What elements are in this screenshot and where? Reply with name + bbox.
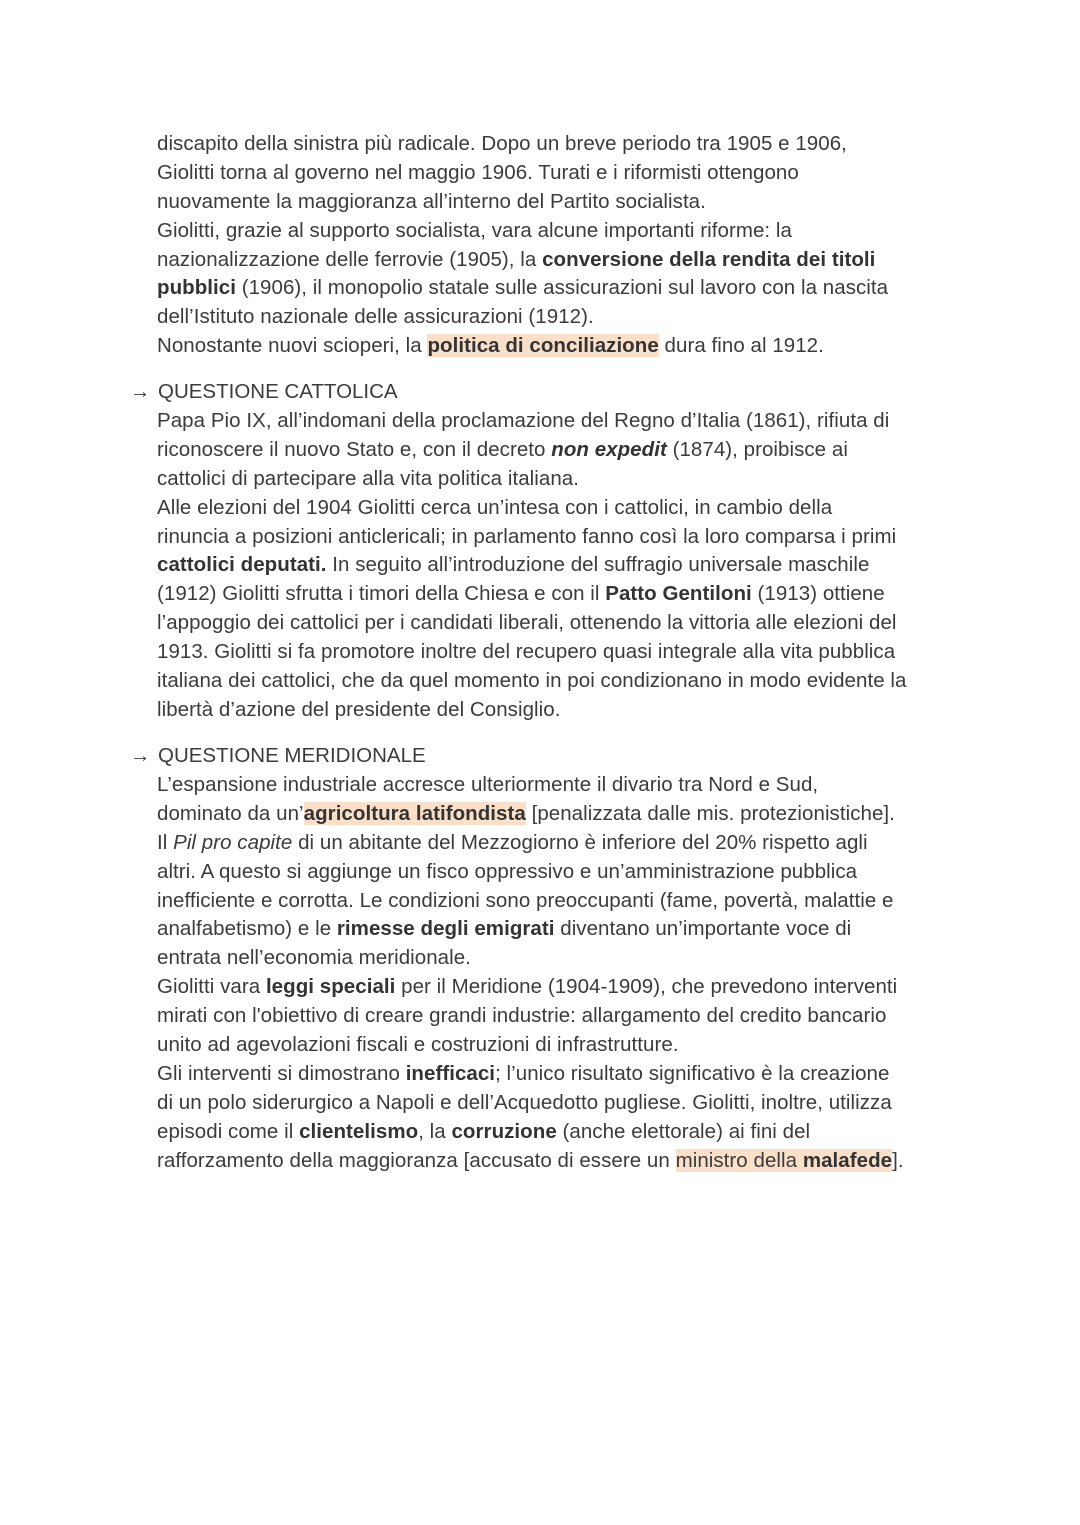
bold-term: conversione della rendita dei titoli — [542, 247, 876, 271]
bold-term: agricoltura latifondista — [303, 801, 526, 825]
text-span: altri. A questo si aggiunge un fisco oppressivo e un’amministrazione pubblica — [157, 859, 858, 883]
text-line — [157, 1031, 957, 1060]
text-span: discapito della sinistra più radicale. Dopo un breve periodo tra 1905 e 1906, — [157, 132, 847, 155]
text-line — [157, 609, 957, 638]
heading-text: QUESTIONE MERIDIONALE — [158, 744, 426, 767]
bold-term: corruzione — [451, 1119, 557, 1143]
text-line — [157, 973, 957, 1002]
text-line — [157, 667, 957, 696]
text-span: analfabetismo) e le — [157, 917, 337, 941]
text-span: (1874), proibisce ai — [666, 437, 848, 461]
text-span: entrata nell’economia meridionale. — [157, 946, 471, 970]
text-span: In seguito all’introduzione del suffragio universale maschile — [326, 553, 870, 577]
text-span: di un abitante del Mezzogiorno è inferiore del 20% rispetto agli — [292, 830, 868, 854]
text-span: Giolitti, grazie al supporto socialista, vara alcune importanti riforme: la — [157, 218, 792, 242]
text-span: diventano un’importante voce di — [554, 917, 852, 941]
text-line — [157, 551, 957, 580]
text-span: ministro della — [675, 1148, 803, 1172]
text-span: Alle elezioni del 1904 Giolitti cerca un’intesa con i cattolici, in cambio della — [157, 495, 833, 519]
text-span: di un polo siderurgico a Napoli e dell’Acquedotto pugliese. Giolitti, inoltre, utilizza — [157, 1090, 892, 1114]
text-line — [157, 246, 957, 275]
text-line — [157, 159, 957, 188]
text-line — [157, 274, 957, 303]
text-span: per il Meridione (1904-1909), che prevedono interventi — [395, 975, 898, 999]
arrow-icon: → — [130, 380, 151, 403]
section-intro-paragraph — [157, 130, 957, 361]
text-span: Giolitti torna al governo nel maggio 1906. Turati e i riformisti ottengono — [157, 160, 799, 184]
bold-term: pubblici — [157, 276, 236, 300]
text-line — [157, 829, 957, 858]
text-span: nazionalizzazione delle ferrovie (1905), la — [157, 247, 543, 271]
text-line — [157, 332, 957, 361]
text-line — [157, 1002, 957, 1031]
text-line — [157, 696, 957, 725]
text-line — [157, 436, 957, 465]
text-span: inefficiente e corrotta. Le condizioni sono preoccupanti (fame, povertà, malattie e — [157, 888, 894, 912]
bold-term: clientelismo — [299, 1119, 419, 1143]
text-span: dominato da un’ — [157, 801, 304, 825]
text-span: episodi come il — [157, 1119, 300, 1143]
text-span: ; l’unico risultato significativo è la creazione — [495, 1061, 890, 1085]
text-line — [157, 771, 957, 800]
text-line — [157, 1089, 957, 1118]
text-line — [157, 1118, 957, 1147]
text-span: dell’Istituto nazionale delle assicurazioni (1912). — [157, 305, 594, 329]
text-line — [157, 638, 957, 667]
text-line — [157, 858, 957, 887]
text-line — [157, 217, 957, 246]
text-span: l’appoggio dei cattolici per i candidati liberali, ottenendo la vittoria alle elezioni del — [157, 611, 897, 635]
text-line — [157, 494, 957, 523]
bold-term: malafede — [802, 1148, 893, 1172]
text-span: libertà d’azione del presidente del Consiglio. — [157, 697, 561, 721]
bold-term: leggi speciali — [265, 975, 396, 999]
text-span: Nonostante nuovi scioperi, la — [157, 334, 428, 358]
text-line — [157, 800, 957, 829]
text-line — [157, 465, 957, 494]
text-span: Il — [157, 830, 174, 854]
text-line — [157, 188, 957, 217]
italic-term: Pil pro capite — [173, 830, 293, 854]
text-line — [157, 1060, 957, 1089]
arrow-icon: → — [130, 744, 151, 767]
bold-term: Patto Gentiloni — [605, 582, 752, 606]
text-span: (1913) ottiene — [751, 582, 885, 606]
text-line — [157, 944, 957, 973]
text-line — [157, 915, 957, 944]
text-span: italiana dei cattolici, che da quel momento in poi condizionano in modo evidente la — [157, 669, 907, 693]
text-span: L’espansione industriale accresce ulteriormente il divario tra Nord e Sud, — [157, 773, 819, 796]
text-span: unito ad agevolazioni fiscali e costruzioni di infrastrutture. — [157, 1033, 679, 1057]
text-span: rafforzamento della maggioranza [accusato di essere un — [157, 1148, 676, 1172]
text-span: nuovamente la maggioranza all’interno del Partito socialista. — [157, 189, 706, 213]
text-span: riconoscere il nuovo Stato e, con il decreto — [157, 437, 552, 461]
text-line — [157, 1147, 957, 1176]
text-span: mirati con l'obiettivo di creare grandi industrie: allargamento del credito bancario — [157, 1004, 887, 1028]
bold-term: politica di conciliazione — [427, 334, 659, 358]
heading-questione-cattolica — [130, 378, 398, 407]
text-span: [penalizzata dalle mis. protezionistiche]. — [525, 801, 895, 825]
text-span: (1912) Giolitti sfrutta i timori della Chiesa e con il — [157, 582, 606, 606]
text-span: rinuncia a posizioni anticlericali; in parlamento fanno così la loro comparsa i primi — [157, 524, 897, 548]
text-line — [157, 130, 957, 159]
section-cattolica-paragraph — [157, 407, 957, 725]
text-line — [157, 303, 957, 332]
bold-term: non expedit — [551, 437, 667, 461]
text-line — [157, 887, 957, 916]
text-span: (1906), il monopolio statale sulle assicurazioni sul lavoro con la nascita — [235, 276, 889, 300]
text-span: Giolitti vara — [157, 975, 266, 999]
bold-term: rimesse degli emigrati — [336, 917, 555, 941]
text-span: Gli interventi si dimostrano — [157, 1061, 406, 1085]
text-span: , la — [418, 1119, 452, 1143]
text-span: 1913. Giolitti si fa promotore inoltre del recupero quasi integrale alla vita pubblica — [157, 640, 896, 664]
text-span: dura fino al 1912. — [658, 334, 824, 358]
heading-questione-meridionale — [130, 742, 426, 771]
text-line — [157, 407, 957, 436]
text-span: cattolici di partecipare alla vita politica italiana. — [157, 466, 579, 490]
text-span: (anche elettorale) ai fini del — [556, 1119, 811, 1143]
bold-term: inefficaci — [405, 1061, 496, 1085]
text-span: ]. — [892, 1148, 904, 1172]
heading-text: QUESTIONE CATTOLICA — [158, 380, 398, 403]
text-line — [157, 523, 957, 552]
section-meridionale-paragraph — [157, 771, 957, 1175]
bold-term: cattolici deputati. — [157, 553, 327, 577]
text-line — [157, 580, 957, 609]
text-span: Papa Pio IX, all’indomani della proclamazione del Regno d’Italia (1861), rifiuta di — [157, 409, 890, 432]
